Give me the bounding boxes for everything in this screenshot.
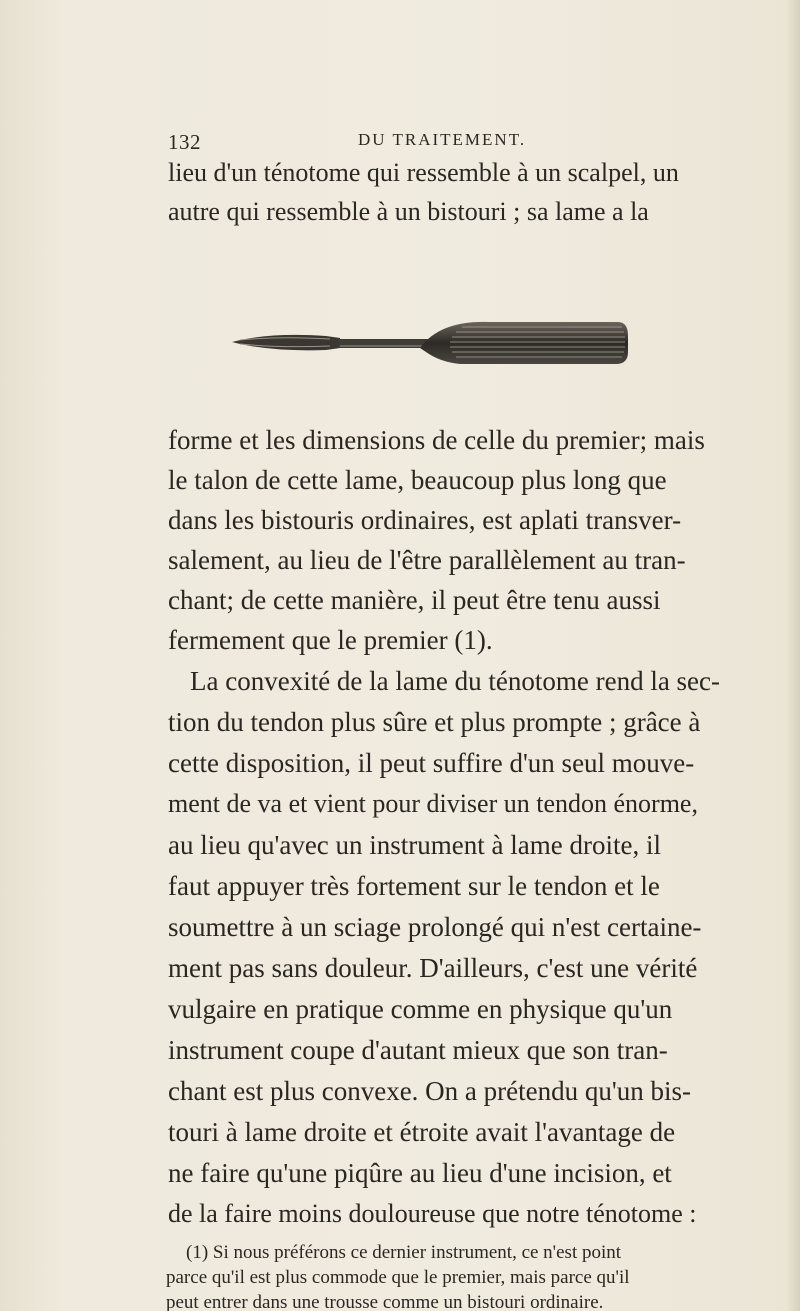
text-line: cette disposition, il peut suffire d'un seul mouve- — [168, 748, 695, 778]
text-line: autre qui ressemble à un bistouri ; sa lame a la — [168, 197, 649, 226]
text-line: tion du tendon plus sûre et plus prompte ; grâce à — [168, 707, 701, 737]
text-line: salement, au lieu de l'être parallèlement au tran- — [168, 545, 686, 575]
footnote-line: parce qu'il est plus commode que le premier, mais parce qu'il — [166, 1267, 630, 1288]
text-line: soumettre à un sciage prolongé qui n'est certaine- — [168, 912, 702, 942]
text-line: le talon de cette lame, beaucoup plus long que — [168, 465, 667, 495]
text-line: de la faire moins douloureuse que notre ténotome : — [168, 1199, 697, 1228]
text-line: lieu d'un ténotome qui ressemble à un scalpel, un — [168, 158, 679, 187]
text-line: vulgaire en pratique comme en physique qu'un — [168, 994, 673, 1024]
text-line: faut appuyer très fortement sur le tendon et le — [168, 871, 660, 901]
text-line: chant est plus convexe. On a prétendu qu'un bis- — [168, 1076, 691, 1106]
text-line: fermement que le premier (1). — [168, 625, 493, 655]
text-line: ment de va et vient pour diviser un tendon énorme, — [168, 789, 698, 818]
text-line: La convexité de la lame du ténotome rend la sec- — [190, 666, 721, 696]
text-line: ment pas sans douleur. D'ailleurs, c'est une vérité — [168, 953, 698, 983]
footnote-line: (1) Si nous préférons ce dernier instrument, ce n'est point — [186, 1242, 622, 1263]
page-edge-shadow — [786, 0, 800, 1311]
text-line: dans les bistouris ordinaires, est aplati transver- — [168, 505, 682, 535]
tenotome-illustration — [230, 312, 630, 372]
text-line: instrument coupe d'autant mieux que son tran- — [168, 1035, 668, 1065]
text-line: chant; de cette manière, il peut être tenu aussi — [168, 585, 661, 615]
text-line: ne faire qu'une piqûre au lieu d'une incision, et — [168, 1158, 672, 1188]
page-number: 132 — [168, 130, 201, 154]
text-line: forme et les dimensions de celle du premier; mais — [168, 425, 705, 455]
text-line: au lieu qu'avec un instrument à lame droite, il — [168, 830, 661, 860]
footnote-line: peut entrer dans une trousse comme un bistouri ordinaire. — [166, 1292, 604, 1311]
text-line: touri à lame droite et étroite avait l'avantage de — [168, 1117, 676, 1147]
running-title: DU TRAITEMENT. — [358, 130, 527, 149]
